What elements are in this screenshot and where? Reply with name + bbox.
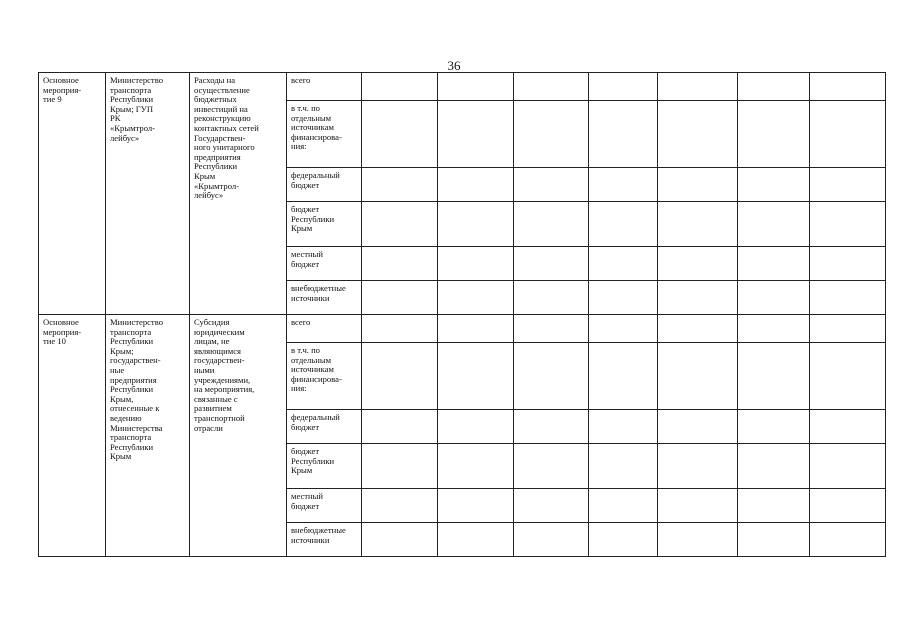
source-cell	[287, 101, 362, 168]
value-cell	[810, 523, 886, 557]
value-cell	[738, 315, 810, 343]
value-cell	[810, 168, 886, 202]
funding-source-label: внебюджетные источники	[291, 525, 346, 545]
source-cell	[287, 281, 362, 315]
funding-source-label: в т.ч. по отдельным источникам финансирова- ния:	[291, 345, 342, 394]
funding-source-label: всего	[291, 317, 311, 327]
activity-name-cell	[39, 73, 106, 315]
value-cell	[658, 101, 738, 168]
funding-source-label: местный бюджет	[291, 491, 324, 511]
source-cell	[287, 444, 362, 489]
value-cell	[438, 523, 514, 557]
value-cell	[810, 315, 886, 343]
value-cell	[362, 343, 438, 410]
value-cell	[658, 202, 738, 247]
value-cell	[810, 489, 886, 523]
value-cell	[810, 202, 886, 247]
value-cell	[362, 73, 438, 101]
activity-name-cell	[39, 315, 106, 557]
source-cell	[287, 247, 362, 281]
source-cell	[287, 523, 362, 557]
table-row	[39, 73, 886, 101]
value-cell	[810, 247, 886, 281]
value-cell	[514, 343, 589, 410]
executor-cell	[106, 315, 190, 557]
value-cell	[658, 343, 738, 410]
funding-source-label: местный бюджет	[291, 249, 324, 269]
value-cell	[362, 168, 438, 202]
value-cell	[514, 523, 589, 557]
value-cell	[589, 73, 658, 101]
value-cell	[362, 281, 438, 315]
value-cell	[658, 73, 738, 101]
value-cell	[362, 315, 438, 343]
funding-source-label: федеральный бюджет	[291, 170, 340, 190]
description-text: Субсидия юридическим лицам, не являющимся государствен- ными учреждениями, на мероприятия, связанные с развитием транспортной отрасли	[194, 317, 255, 433]
value-cell	[658, 523, 738, 557]
value-cell	[589, 202, 658, 247]
value-cell	[589, 489, 658, 523]
executor-text: Министерство транспорта Республики Крым; государствен- ные предприятия Республики Крым, отнесенные к ведению Министерства транспорта Республики Крым	[110, 317, 163, 462]
value-cell	[658, 247, 738, 281]
value-cell	[362, 444, 438, 489]
value-cell	[738, 73, 810, 101]
value-cell	[738, 281, 810, 315]
value-cell	[438, 444, 514, 489]
value-cell	[438, 489, 514, 523]
source-cell	[287, 202, 362, 247]
value-cell	[738, 410, 810, 444]
description-text: Расходы на осуществление бюджетных инвестиций на реконструкцию контактных сетей Государствен- ного унитарного предприятия Республики Крым «Крымтрол- лейбус»	[194, 75, 259, 201]
value-cell	[810, 410, 886, 444]
value-cell	[738, 101, 810, 168]
value-cell	[810, 101, 886, 168]
value-cell	[589, 410, 658, 444]
value-cell	[438, 73, 514, 101]
value-cell	[438, 281, 514, 315]
value-cell	[362, 247, 438, 281]
table-row	[39, 315, 886, 343]
activity-name: Основное мероприя- тие 9	[43, 75, 82, 105]
value-cell	[810, 343, 886, 410]
value-cell	[738, 343, 810, 410]
value-cell	[514, 73, 589, 101]
funding-source-label: бюджет Республики Крым	[291, 204, 335, 234]
funding-source-label: в т.ч. по отдельным источникам финансирова- ния:	[291, 103, 342, 152]
value-cell	[514, 410, 589, 444]
value-cell	[514, 315, 589, 343]
description-cell	[190, 73, 287, 315]
value-cell	[362, 410, 438, 444]
program-table	[38, 72, 886, 557]
value-cell	[514, 202, 589, 247]
funding-source-label: внебюджетные источники	[291, 283, 346, 303]
value-cell	[658, 410, 738, 444]
value-cell	[658, 489, 738, 523]
value-cell	[738, 523, 810, 557]
value-cell	[514, 247, 589, 281]
value-cell	[589, 281, 658, 315]
value-cell	[589, 315, 658, 343]
value-cell	[514, 281, 589, 315]
value-cell	[438, 247, 514, 281]
value-cell	[514, 101, 589, 168]
value-cell	[658, 281, 738, 315]
value-cell	[438, 410, 514, 444]
source-cell	[287, 168, 362, 202]
value-cell	[738, 444, 810, 489]
value-cell	[438, 315, 514, 343]
source-cell	[287, 73, 362, 101]
value-cell	[589, 444, 658, 489]
funding-source-label: бюджет Республики Крым	[291, 446, 335, 476]
activity-name: Основное мероприя- тие 10	[43, 317, 82, 347]
value-cell	[658, 315, 738, 343]
funding-source-label: федеральный бюджет	[291, 412, 340, 432]
value-cell	[362, 202, 438, 247]
value-cell	[438, 343, 514, 410]
value-cell	[738, 489, 810, 523]
value-cell	[738, 168, 810, 202]
value-cell	[589, 247, 658, 281]
description-cell	[190, 315, 287, 557]
value-cell	[810, 444, 886, 489]
value-cell	[362, 523, 438, 557]
executor-cell	[106, 73, 190, 315]
value-cell	[589, 168, 658, 202]
source-cell	[287, 489, 362, 523]
value-cell	[589, 101, 658, 168]
executor-text: Министерство транспорта Республики Крым; ГУП РК «Крымтрол- лейбус»	[110, 75, 163, 143]
value-cell	[658, 444, 738, 489]
source-cell	[287, 343, 362, 410]
value-cell	[362, 489, 438, 523]
value-cell	[589, 343, 658, 410]
value-cell	[514, 168, 589, 202]
value-cell	[738, 202, 810, 247]
value-cell	[589, 523, 658, 557]
value-cell	[738, 247, 810, 281]
value-cell	[514, 444, 589, 489]
value-cell	[362, 101, 438, 168]
value-cell	[514, 489, 589, 523]
value-cell	[438, 101, 514, 168]
source-cell	[287, 410, 362, 444]
page-number: 36	[447, 58, 461, 73]
source-cell	[287, 315, 362, 343]
value-cell	[810, 73, 886, 101]
value-cell	[658, 168, 738, 202]
value-cell	[438, 202, 514, 247]
funding-source-label: всего	[291, 75, 311, 85]
value-cell	[810, 281, 886, 315]
value-cell	[438, 168, 514, 202]
